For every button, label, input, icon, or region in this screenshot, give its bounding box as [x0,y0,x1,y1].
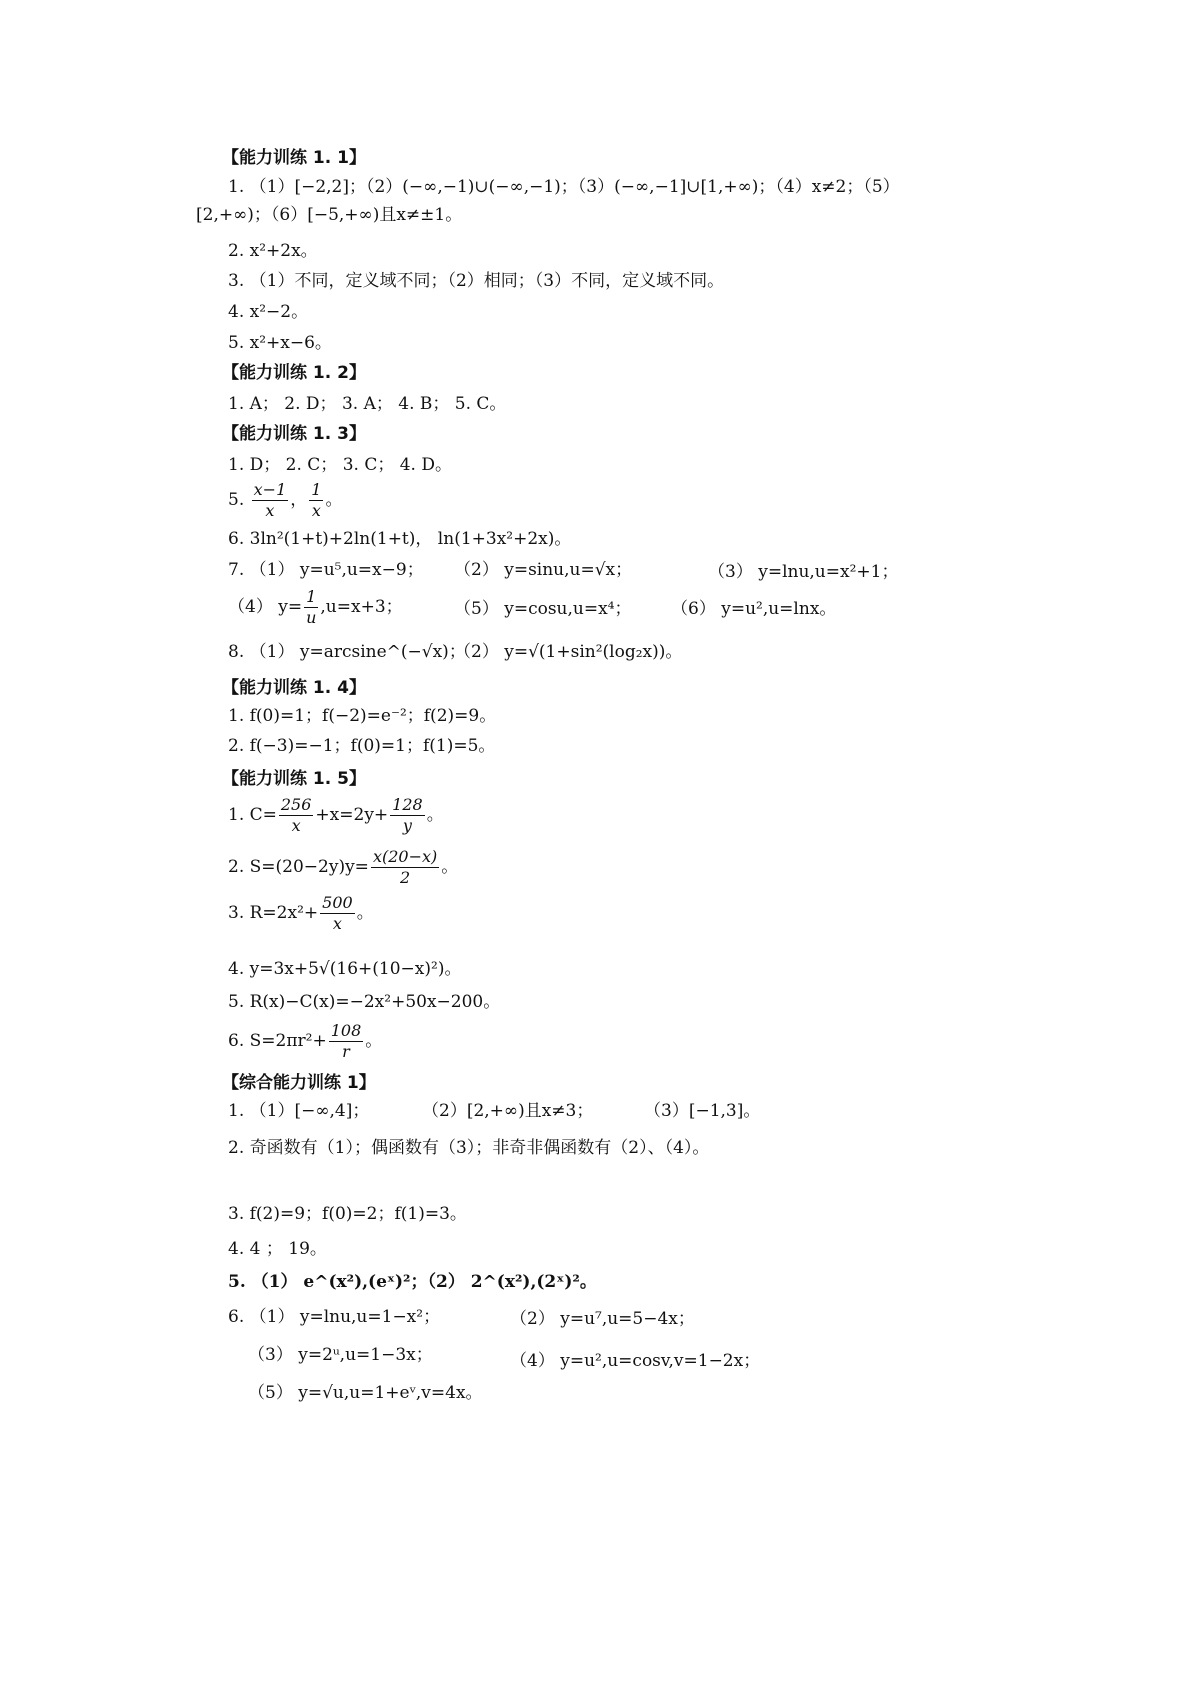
answer-line: 2. x²+2x。 [228,241,318,261]
answer-line-fraction [228,478,342,522]
fraction [309,480,323,521]
denominator: y [402,816,412,835]
fraction [252,480,289,521]
answer-line: （5） y=√u,u=1+eᵛ,v=4x。 [248,1383,483,1403]
answer-line: 4. y=3x+5√(16+(10−x)²)。 [228,959,462,979]
denominator: u [306,608,317,627]
denominator: 2 [399,868,411,887]
suffix: ,u=x+3； [320,597,403,617]
answer-line-fraction [228,793,444,837]
answer-line: 5. R(x)−C(x)=−2x²+50x−200。 [228,992,501,1012]
fraction [371,847,439,888]
numerator: 500 [322,893,353,912]
item-number: 5. [228,490,245,510]
fraction [390,795,425,836]
answer-line: 7. （1） y=u⁵,u=x−9； [228,560,424,580]
numerator: 1 [304,587,318,608]
fraction [279,795,314,836]
suffix: 。 [325,490,343,510]
answer-line: 3. （1）不同，定义域不同；（2）相同；（3）不同，定义域不同。 [228,271,725,291]
answer-line: （3） y=2ᵘ,u=1−3x； [248,1345,433,1365]
denominator: r [342,1042,350,1061]
section-heading: 【能力训练 1. 4】 [222,678,366,698]
answer-line: （4） y=u²,u=cosv,v=1−2x； [510,1351,761,1371]
numerator: 1 [311,480,322,499]
section-heading: 【能力训练 1. 3】 [222,424,366,444]
answer-line: （5） y=cosu,u=x⁴； [454,599,632,619]
answer-line: 1. A； 2. D； 3. A； 4. B； 5. C。 [228,394,507,414]
answer-line: 1. D； 2. C； 3. C； 4. D。 [228,455,452,475]
answer-line: （2）[2,+∞)且x≠3； [422,1101,594,1121]
section-heading: 【能力训练 1. 2】 [222,363,366,383]
numerator: x(20−x) [372,847,438,866]
answer-line: 6. 3ln²(1+t)+2ln(1+t)， ln(1+3x²+2x)。 [228,529,572,549]
section-heading: 【能力训练 1. 5】 [222,769,366,789]
answer-line: 1. （1）[−2,2]；（2）(−∞,−1)∪(−∞,−1)；（3）(−∞,−1]∪[1,+∞)；（4）x≠2；（5） [228,177,900,197]
answer-line-fraction [228,891,374,935]
item-prefix: 2. S=(20−2y)y= [228,857,369,877]
answer-line: 4. 4 ； 19。 [228,1239,327,1259]
suffix: 。 [356,903,374,923]
section-heading: 【综合能力训练 1】 [222,1073,376,1093]
answer-line: 2. 奇函数有（1）；偶函数有（3）；非奇非偶函数有（2）、（4）。 [228,1138,710,1158]
answer-line: 4. x²−2。 [228,302,309,322]
suffix: 。 [441,857,459,877]
fraction [320,893,355,934]
numerator: x−1 [253,480,287,499]
answer-line-fraction [228,845,458,889]
answer-line: （2） y=√(1+sin²(log₂x))。 [454,642,683,662]
item-prefix: 1. C= [228,805,277,825]
numerator: 128 [392,795,423,814]
answer-line: 1. f(0)=1；f(−2)=e⁻²；f(2)=9。 [228,706,497,726]
item-prefix: （4） y= [228,597,303,617]
answer-line-fraction [228,1019,382,1063]
answer-line: 8. （1） y=arcsine^(−√x)； [228,642,466,662]
answer-line-fraction [228,585,403,629]
answer-line: （2） y=sinu,u=√x； [454,560,633,580]
denominator: x [265,501,275,520]
suffix: 。 [426,805,444,825]
item-prefix: 3. R=2x²+ [228,903,319,923]
numerator: 256 [280,795,312,814]
answer-line: 5. x²+x−6。 [228,333,332,353]
answer-line: （3） y=lnu,u=x²+1； [708,562,899,582]
separator: ， [290,490,308,510]
suffix: 。 [365,1031,383,1051]
item-prefix: 6. S=2πr²+ [228,1031,327,1051]
section-heading: 【能力训练 1. 1】 [222,148,366,168]
denominator: x [291,816,301,835]
middle-expression: +x=2y+ [315,805,389,825]
numerator: 108 [330,1021,362,1040]
answer-line: [2,+∞)；（6）[−5,+∞)且x≠±1。 [196,205,463,225]
answer-line: 6. （1） y=lnu,u=1−x²； [228,1307,441,1327]
answer-line: （2） y=u⁷,u=5−4x； [510,1309,695,1329]
answer-line: 5. （1） e^(x²),(eˣ)²；（2） 2^(x²),(2ˣ)²。 [228,1272,597,1292]
denominator: x [332,914,342,933]
fraction [304,587,318,628]
answer-line: （3）[−1,3]。 [644,1101,761,1121]
answer-line: 1. （1）[−∞,4]； [228,1101,370,1121]
answer-line: 3. f(2)=9；f(0)=2；f(1)=3。 [228,1204,467,1224]
answer-line: 2. f(−3)=−1；f(0)=1；f(1)=5。 [228,736,496,756]
denominator: x [311,501,321,520]
answer-line: （6） y=u²,u=lnx。 [671,599,837,619]
fraction [329,1021,364,1062]
